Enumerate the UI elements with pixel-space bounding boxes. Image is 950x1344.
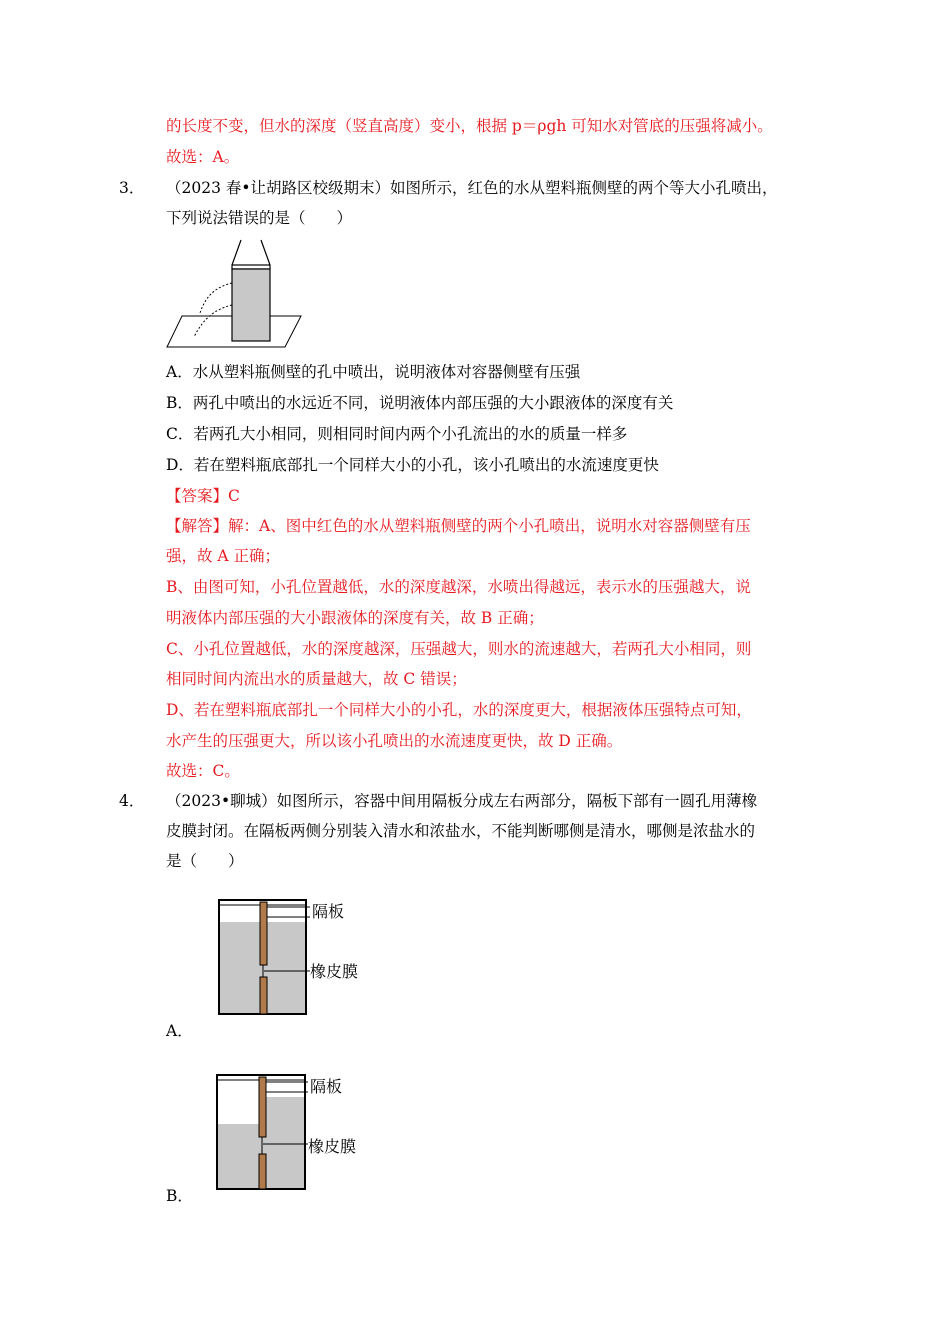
container-figure-a	[216, 897, 376, 1017]
question-4-stem-line1: （2023•聊城）如图所示，容器中间用隔板分成左右两部分，隔板下部有一圆孔用薄橡	[166, 792, 758, 810]
label-membrane-a: 橡皮膜	[310, 962, 359, 981]
upper-jet	[200, 283, 232, 313]
label-partition-b: 隔板	[310, 1077, 343, 1096]
figure-b-label: B．	[166, 1187, 193, 1205]
analysis-line-9: 故选：C。	[166, 762, 240, 780]
bottle-figure	[164, 237, 309, 352]
bottle-neck-right	[261, 240, 270, 265]
answer-line: 【答案】C	[166, 487, 240, 505]
lower-jet	[194, 305, 232, 337]
partition-upper-a	[260, 902, 267, 965]
figure-a-label: A．	[166, 1022, 193, 1040]
question-3-number: 3．	[119, 179, 145, 197]
analysis-line-4: 明液体内部压强的大小跟液体的深度有关，故 B 正确；	[166, 609, 544, 627]
label-membrane-b: 橡皮膜	[308, 1137, 357, 1156]
analysis-line-3: B、由图可知，小孔位置越低，水的深度越深，水喷出得越远，表示水的压强越大，说	[166, 578, 751, 596]
analysis-line-7: D、若在塑料瓶底部扎一个同样大小的小孔，水的深度更大，根据液体压强特点可知，	[166, 701, 752, 719]
option-b: B．两孔中喷出的水远近不同，说明液体内部压强的大小跟液体的深度有关	[166, 394, 674, 412]
question-4-stem-line2: 皮膜封闭。在隔板两侧分别装入清水和浓盐水，不能判断哪侧是清水，哪侧是浓盐水的	[166, 822, 756, 840]
container-figure-b	[214, 1072, 374, 1192]
liquid-right-b	[261, 1097, 305, 1189]
option-a: A．水从塑料瓶侧壁的孔中喷出，说明液体对容器侧壁有压强	[166, 363, 581, 381]
partition-upper-b	[259, 1077, 266, 1137]
option-c: C．若两孔大小相同，则相同时间内两个小孔流出的水的质量一样多	[166, 425, 628, 443]
question-3-stem-line2: 下列说法错误的是（ ）	[166, 209, 353, 227]
analysis-line-8: 水产生的压强更大，所以该小孔喷出的水流速度更快，故 D 正确。	[166, 732, 623, 750]
prev-analysis-line: 的长度不变，但水的深度（竖直高度）变小，根据 p＝ρgh 可知水对管底的压强将减小。	[166, 117, 773, 135]
bottle-water	[232, 269, 270, 341]
analysis-line-5: C、小孔位置越低，水的深度越深，压强越大，则水的流速越大，若两孔大小相同，则	[166, 640, 752, 658]
partition-lower-b	[259, 1154, 266, 1189]
analysis-line-1: 【解答】解：A、图中红色的水从塑料瓶侧壁的两个小孔喷出，说明水对容器侧壁有压	[166, 517, 751, 535]
analysis-line-6: 相同时间内流出水的质量越大，故 C 错误；	[166, 670, 467, 688]
question-3-stem-line1: （2023 春•让胡路区校级期末）如图所示，红色的水从塑料瓶侧壁的两个等大小孔喷出，	[166, 179, 778, 197]
prev-answer-line: 故选：A。	[166, 148, 240, 166]
partition-lower-a	[260, 977, 267, 1014]
question-4-stem-line3: 是（ ）	[166, 852, 244, 870]
bottle-neck-left	[232, 240, 241, 265]
option-d: D．若在塑料瓶底部扎一个同样大小的小孔，该小孔喷出的水流速度更快	[166, 456, 659, 474]
analysis-line-2: 强，故 A 正确；	[166, 547, 281, 565]
bottle-shoulder	[232, 265, 270, 269]
question-4-number: 4．	[119, 792, 145, 810]
label-partition-a: 隔板	[312, 902, 345, 921]
liquid-left-b	[217, 1124, 261, 1189]
